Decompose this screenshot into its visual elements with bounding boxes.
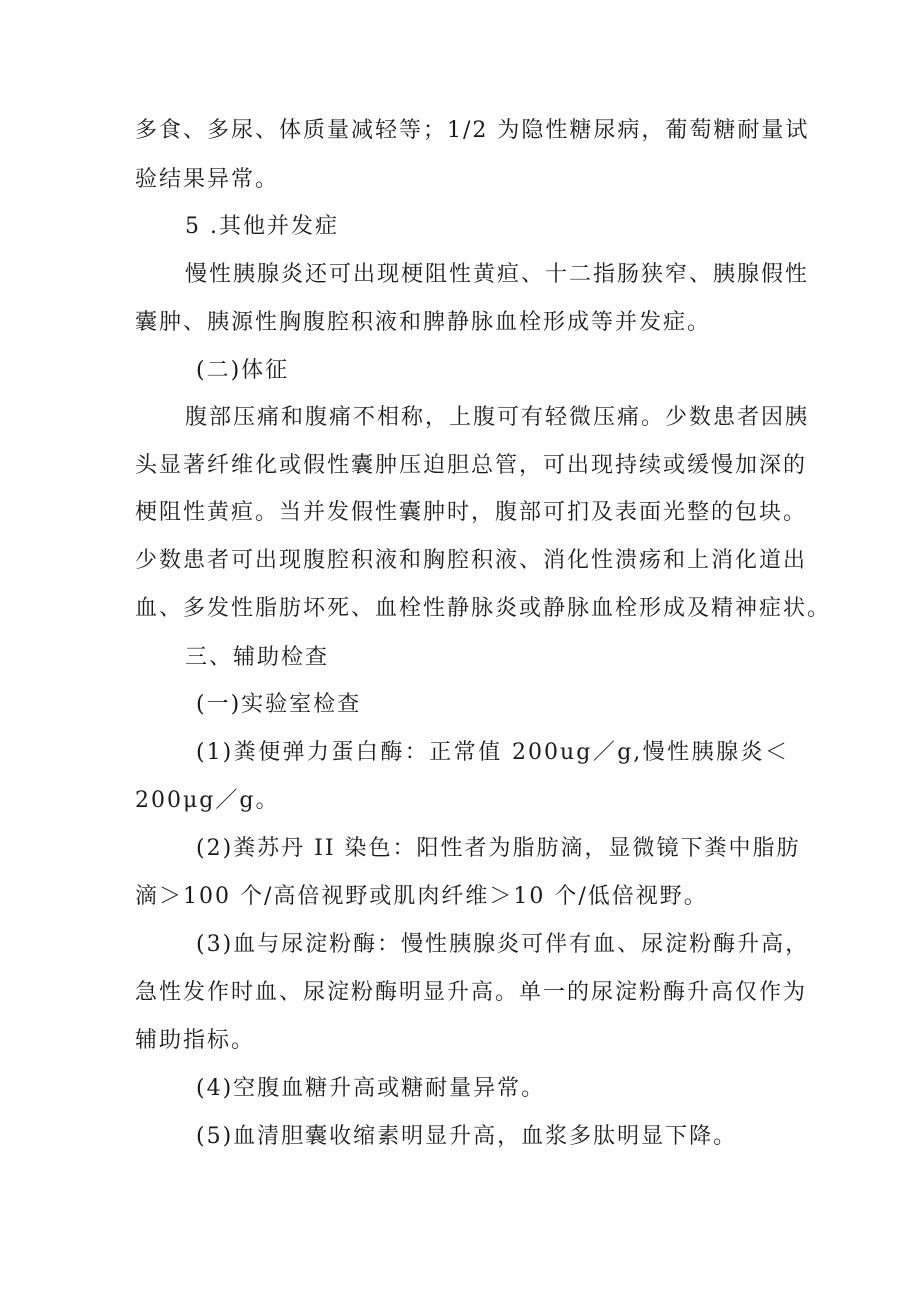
text-line: (2)粪苏丹 II 染色：阳性者为脂肪滴，显微镜下粪中脂肪 <box>196 836 801 861</box>
text-line: 囊肿、胰源性胸腹腔积液和脾静脉血栓形成等并发症。 <box>135 310 712 335</box>
text-line: 腹部压痛和腹痛不相称，上腹可有轻微压痛。少数患者因胰 <box>185 405 810 430</box>
text-line: 滴＞100 个/高倍视野或肌肉纤维＞10 个/低倍视野。 <box>135 884 708 909</box>
text-line: 200μg／g。 <box>135 788 280 813</box>
text-line: 血、多发性脂肪坏死、血栓性静脉炎或静脉血栓形成及精神症状。 <box>135 596 832 621</box>
text-line: (5)血清胆囊收缩素明显升高，血浆多肽明显下降。 <box>196 1124 738 1149</box>
text-line: 多食、多尿、体质量减轻等；1/2 为隐性糖尿病，葡萄糖耐量试 <box>135 118 810 143</box>
text-line: (1)粪便弹力蛋白酶：正常值 200ug／g,慢性胰腺炎＜ <box>196 740 789 765</box>
section-heading: 三、辅助检查 <box>185 645 330 670</box>
text-line: 验结果异常。 <box>135 167 280 192</box>
text-line: (3)血与尿淀粉酶：慢性胰腺炎可伴有血、尿淀粉酶升高， <box>196 932 810 957</box>
text-line: 梗阻性黄疸。当并发假性囊肿时，腹部可扪及表面光整的包块。 <box>135 500 808 525</box>
text-line: 辅助指标。 <box>135 1028 256 1053</box>
section-heading: (二)体征 <box>196 358 290 383</box>
text-line: 头显著纤维化或假性囊肿压迫胆总管，可出现持续或缓慢加深的 <box>135 453 808 478</box>
text-line: 慢性胰腺炎还可出现梗阻性黄疸、十二指肠狭窄、胰腺假性 <box>185 262 810 287</box>
section-heading: 5 .其他并发症 <box>185 214 339 239</box>
text-line: 急性发作时血、尿淀粉酶明显升高。单一的尿淀粉酶升高仅作为 <box>135 980 808 1005</box>
text-line: 少数患者可出现腹腔积液和胸腔积液、消化性溃疡和上消化道出 <box>135 548 808 573</box>
text-line: (4)空腹血糖升高或糖耐量异常。 <box>196 1076 546 1101</box>
section-heading: (一)实验室检查 <box>196 692 362 717</box>
